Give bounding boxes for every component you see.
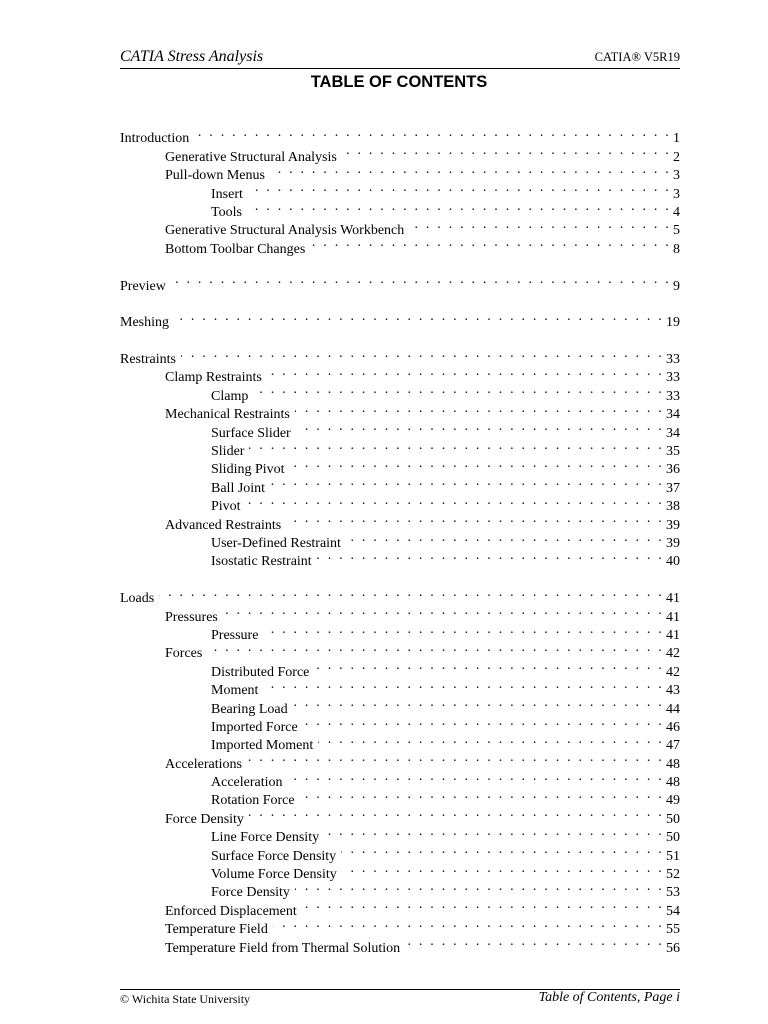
dot-leader bbox=[317, 547, 664, 565]
toc-entry[interactable] bbox=[120, 639, 680, 662]
toc-entry-label: Moment bbox=[211, 683, 259, 699]
toc-entry-label: Enforced Displacement bbox=[165, 903, 297, 919]
toc-entry-page: 40 bbox=[666, 554, 680, 570]
toc-entry[interactable] bbox=[120, 676, 680, 699]
toc-entry[interactable] bbox=[120, 308, 680, 331]
dot-leader bbox=[303, 713, 664, 731]
toc-entry-label: Force Density bbox=[165, 811, 244, 827]
dot-leader bbox=[263, 676, 664, 694]
toc-entry-page: 9 bbox=[673, 278, 680, 294]
page-footer bbox=[120, 989, 680, 1012]
dot-leader bbox=[295, 878, 664, 896]
dot-leader bbox=[293, 694, 664, 712]
dot-leader bbox=[270, 473, 664, 491]
copyright: © Wichita State University bbox=[120, 992, 251, 1006]
toc-entry-label: Meshing bbox=[120, 315, 169, 331]
document-title: CATIA Stress Analysis bbox=[120, 48, 264, 65]
dot-leader bbox=[300, 786, 664, 804]
toc-entry[interactable] bbox=[120, 492, 680, 515]
toc-entry-label: Accelerations bbox=[165, 756, 242, 772]
dot-leader bbox=[246, 492, 664, 510]
toc-entry[interactable] bbox=[120, 400, 680, 423]
dot-leader bbox=[310, 234, 671, 252]
toc-entry-label: Tools bbox=[211, 204, 242, 220]
toc-entry-page: 33 bbox=[666, 370, 680, 386]
toc-entry[interactable] bbox=[120, 198, 680, 220]
toc-entry-page: 4 bbox=[673, 204, 680, 220]
toc-entry-page: 37 bbox=[666, 480, 680, 496]
dot-leader bbox=[342, 860, 664, 878]
toc-entry[interactable] bbox=[120, 124, 680, 147]
toc-entry-page: 19 bbox=[666, 315, 680, 331]
toc-entry-page: 41 bbox=[666, 591, 680, 607]
software-version: CATIA® V5R19 bbox=[594, 50, 680, 64]
toc-entry[interactable] bbox=[120, 657, 680, 680]
toc-entry-label: Pull-down Menus bbox=[165, 168, 265, 184]
toc-entry[interactable] bbox=[120, 749, 680, 772]
toc-entry-page: 33 bbox=[666, 388, 680, 404]
toc-entry-page: 36 bbox=[666, 462, 680, 478]
toc-entry[interactable] bbox=[120, 602, 680, 625]
dot-leader bbox=[341, 841, 664, 859]
toc-entry-page: 39 bbox=[666, 517, 680, 533]
dot-leader bbox=[286, 510, 664, 528]
toc-entry-page: 55 bbox=[666, 922, 680, 938]
dot-leader bbox=[207, 639, 664, 657]
toc-entry-label: Loads bbox=[120, 591, 155, 607]
toc-entry-page: 49 bbox=[666, 793, 680, 809]
dot-leader bbox=[318, 731, 664, 749]
toc-entry-label: Line Force Density bbox=[211, 830, 320, 846]
toc-entry-label: Volume Force Density bbox=[211, 867, 337, 883]
toc-entry-page: 56 bbox=[666, 940, 680, 956]
toc-entry[interactable] bbox=[120, 896, 680, 919]
toc-entry-page: 41 bbox=[666, 609, 680, 625]
toc-entry-page: 41 bbox=[666, 627, 680, 643]
toc-entry-label: Bottom Toolbar Changes bbox=[165, 241, 306, 257]
toc-entry-label: Pivot bbox=[211, 499, 241, 515]
dot-leader bbox=[273, 915, 664, 933]
page-number: Table of Contents, Page i bbox=[538, 990, 680, 1005]
toc-entry-label: Surface Slider bbox=[211, 425, 291, 441]
toc-entry-label: Clamp Restraints bbox=[165, 370, 262, 386]
toc-entry-page: 48 bbox=[666, 775, 680, 791]
dot-leader bbox=[409, 216, 671, 234]
toc-entry-page: 1 bbox=[673, 131, 680, 147]
dot-leader bbox=[267, 363, 664, 381]
toc-entry-page: 54 bbox=[666, 903, 680, 919]
dot-leader bbox=[314, 657, 664, 675]
dot-leader bbox=[247, 749, 664, 767]
toc-entry[interactable] bbox=[120, 455, 680, 478]
dot-leader bbox=[159, 584, 664, 602]
toc-entry-label: Acceleration bbox=[211, 775, 283, 791]
toc-entry-label: Temperature Field from Thermal Solution bbox=[165, 940, 401, 956]
toc-entry[interactable] bbox=[120, 878, 680, 901]
dot-leader bbox=[295, 400, 664, 418]
toc-entry-label: Imported Moment bbox=[211, 738, 314, 754]
toc-entry-label: User-Defined Restraint bbox=[211, 536, 341, 551]
dot-leader bbox=[342, 142, 671, 160]
dot-leader bbox=[194, 124, 671, 142]
page-header bbox=[120, 48, 680, 69]
toc-entry-label: Slider bbox=[211, 444, 245, 460]
toc-entry-page: 34 bbox=[666, 425, 680, 441]
toc-entry[interactable] bbox=[120, 547, 680, 570]
toc-entry-label: Preview bbox=[120, 278, 166, 294]
dot-leader bbox=[249, 804, 664, 822]
toc-entry[interactable] bbox=[120, 216, 680, 239]
toc-entry[interactable] bbox=[120, 841, 680, 864]
toc-entry-label: Insert bbox=[211, 186, 243, 202]
toc-entry-label: Rotation Force bbox=[211, 793, 295, 809]
toc-entry-label: Sliding Pivot bbox=[211, 462, 285, 478]
toc-entry-page: 48 bbox=[666, 756, 680, 772]
toc-entry[interactable] bbox=[120, 437, 680, 460]
toc-entry[interactable] bbox=[120, 510, 680, 533]
dot-leader bbox=[247, 198, 671, 216]
toc-entry-label: Forces bbox=[165, 646, 203, 662]
toc-entry-label: Temperature Field bbox=[165, 922, 268, 938]
dot-leader bbox=[249, 437, 664, 455]
toc-entry[interactable] bbox=[120, 804, 680, 827]
dot-leader bbox=[346, 529, 664, 547]
toc-entry-label: Generative Structural Analysis bbox=[165, 149, 337, 165]
toc-entry-page: 2 bbox=[673, 149, 680, 165]
toc-entry[interactable] bbox=[120, 694, 680, 717]
toc-entry[interactable] bbox=[120, 786, 680, 809]
toc-entry-page: 52 bbox=[666, 867, 680, 883]
dot-leader bbox=[296, 418, 664, 436]
toc-entry-page: 35 bbox=[666, 444, 680, 460]
dot-leader bbox=[171, 271, 671, 289]
dot-leader bbox=[270, 161, 671, 179]
toc-entry-page: 43 bbox=[666, 683, 680, 699]
toc-entry-label: Surface Force Density bbox=[211, 848, 337, 864]
dot-leader bbox=[181, 345, 664, 363]
dot-leader bbox=[248, 179, 671, 197]
toc-entry-page: 51 bbox=[666, 848, 680, 864]
toc-entry-page: 46 bbox=[666, 719, 680, 735]
toc-entry[interactable] bbox=[120, 713, 680, 735]
toc-entry-page: 3 bbox=[673, 186, 680, 202]
toc-entry-page: 50 bbox=[666, 811, 680, 827]
toc-entry-label: Isostatic Restraint bbox=[211, 554, 312, 570]
toc-entry-label: Force Density bbox=[211, 885, 290, 901]
toc-entry-label: Advanced Restraints bbox=[165, 517, 282, 533]
toc-entry[interactable] bbox=[120, 473, 680, 496]
toc-entry-page: 5 bbox=[673, 223, 680, 239]
toc-entry-page: 34 bbox=[666, 407, 680, 423]
toc-entry[interactable] bbox=[120, 584, 680, 607]
toc-entry-label: Bearing Load bbox=[211, 701, 288, 717]
toc-entry[interactable] bbox=[120, 363, 680, 386]
toc-entry[interactable] bbox=[120, 860, 680, 883]
dot-leader bbox=[288, 768, 664, 786]
toc-entry[interactable] bbox=[120, 271, 680, 294]
toc-entry-page: 38 bbox=[666, 499, 680, 515]
dot-leader bbox=[324, 823, 664, 841]
toc-entry-label: Pressure bbox=[211, 627, 259, 643]
toc-entry-page: 33 bbox=[666, 352, 680, 368]
toc-entry-label: Restraints bbox=[120, 352, 176, 368]
toc-entry-page: 3 bbox=[673, 168, 680, 184]
toc-entry-label: Introduction bbox=[120, 131, 190, 147]
toc-entry-label: Mechanical Restraints bbox=[165, 407, 290, 423]
toc-entry-page: 42 bbox=[666, 664, 680, 680]
toc-entry[interactable] bbox=[120, 731, 680, 754]
dot-leader bbox=[290, 455, 664, 473]
dot-leader bbox=[405, 933, 664, 951]
toc-entry-label: Ball Joint bbox=[211, 480, 266, 496]
toc-entry-label: Imported Force bbox=[211, 719, 298, 735]
table-of-contents bbox=[120, 124, 680, 956]
dot-leader bbox=[253, 381, 664, 399]
toc-entry-label: Pressures bbox=[165, 609, 218, 625]
toc-entry[interactable] bbox=[120, 142, 680, 165]
dot-leader bbox=[223, 602, 664, 620]
toc-entry-page: 44 bbox=[666, 701, 680, 717]
toc-entry-label: Generative Structural Analysis Workbench bbox=[165, 223, 405, 239]
toc-entry-page: 53 bbox=[666, 885, 680, 901]
toc-entry-page: 8 bbox=[673, 241, 680, 257]
dot-leader bbox=[174, 308, 664, 326]
toc-entry-page: 50 bbox=[666, 830, 680, 846]
toc-entry-page: 39 bbox=[666, 536, 680, 551]
page-title: TABLE OF CONTENTS bbox=[310, 73, 488, 91]
toc-entry-label: Distributed Force bbox=[211, 664, 310, 680]
toc-entry-page: 47 bbox=[666, 738, 680, 754]
toc-entry-label: Clamp bbox=[211, 388, 249, 404]
dot-leader bbox=[302, 896, 664, 914]
toc-entry-page: 42 bbox=[666, 646, 680, 662]
toc-entry[interactable] bbox=[120, 345, 680, 368]
dot-leader bbox=[263, 621, 664, 639]
